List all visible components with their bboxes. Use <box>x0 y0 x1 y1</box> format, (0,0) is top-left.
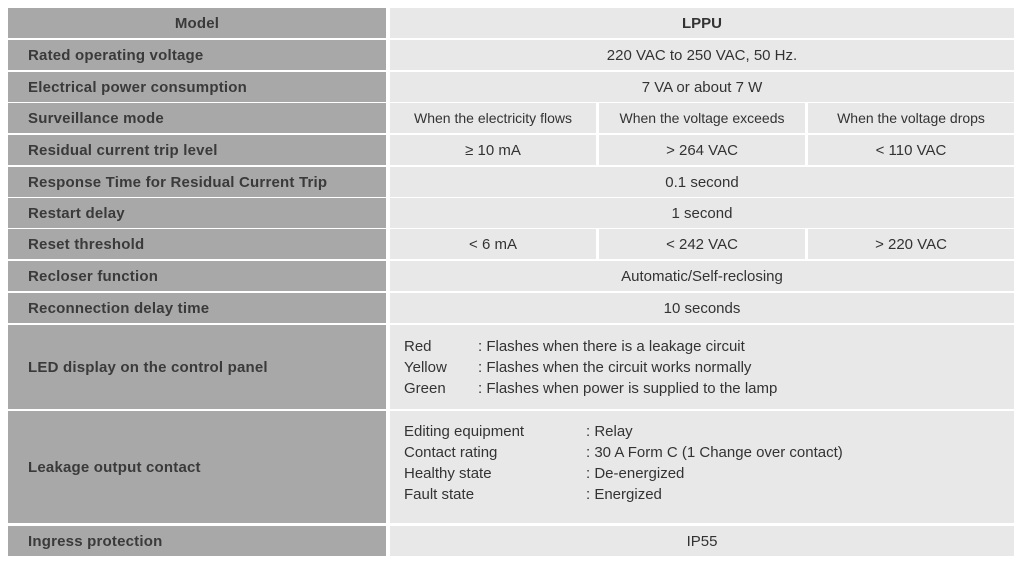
spec-cell: > 220 VAC <box>808 229 1014 259</box>
ingress-label: Ingress protection <box>8 526 386 556</box>
leakage-contact-label: Leakage output contact <box>8 411 386 523</box>
spec-value: 10 seconds <box>390 293 1014 323</box>
ingress-row <box>8 526 1014 556</box>
spec-cell: When the voltage exceeds <box>599 103 805 133</box>
spec-label: Response Time for Residual Current Trip <box>8 167 386 197</box>
ingress-value: IP55 <box>390 526 1014 556</box>
leakage-item-name: Healthy state <box>404 465 492 482</box>
table-header-row <box>8 8 1014 38</box>
spec-label: Reconnection delay time <box>8 293 386 323</box>
spec-cell: When the voltage drops <box>808 103 1014 133</box>
led-color-desc: : Flashes when the circuit works normally <box>478 358 752 376</box>
spec-row <box>8 293 1014 323</box>
leakage-item-desc: : De-energized <box>586 465 685 482</box>
spec-cell: < 6 mA <box>390 229 596 259</box>
leakage-item-desc: : 30 A Form C (1 Change over contact) <box>586 444 843 461</box>
spec-row <box>8 229 1014 259</box>
led-color-name: Green <box>404 379 446 397</box>
spec-row <box>8 198 1014 228</box>
led-list <box>404 336 777 399</box>
leakage-item-name: Contact rating <box>404 444 498 461</box>
spec-value: 220 VAC to 250 VAC, 50 Hz. <box>390 40 1014 70</box>
spec-cell: < 242 VAC <box>599 229 805 259</box>
spec-label: Rated operating voltage <box>8 40 386 70</box>
spec-split-values <box>390 103 1014 133</box>
spec-row <box>8 167 1014 197</box>
spec-split-values <box>390 135 1014 165</box>
spec-cell: When the electricity flows <box>390 103 596 133</box>
spec-label: Surveillance mode <box>8 103 386 133</box>
spec-value: 0.1 second <box>390 167 1014 197</box>
spec-label: Recloser function <box>8 261 386 291</box>
spec-label: Reset threshold <box>8 229 386 259</box>
spec-row <box>8 40 1014 70</box>
spec-split-values <box>390 229 1014 259</box>
spec-value: Automatic/Self-reclosing <box>390 261 1014 291</box>
spec-row <box>8 261 1014 291</box>
spec-row <box>8 72 1014 102</box>
model-header-label: Model <box>8 8 386 38</box>
led-color-name: Red <box>404 337 432 355</box>
spec-cell: ≥ 10 mA <box>390 135 596 165</box>
spec-label: Residual current trip level <box>8 135 386 165</box>
led-display-value <box>390 325 1014 409</box>
leakage-item-desc: : Energized <box>586 486 662 503</box>
led-color-desc: : Flashes when there is a leakage circuit <box>478 337 745 355</box>
spec-label: Electrical power consumption <box>8 72 386 102</box>
led-color-name: Yellow <box>404 358 447 376</box>
leakage-item-name: Editing equipment <box>404 423 525 440</box>
led-display-row <box>8 325 1014 409</box>
leakage-item-desc: : Relay <box>586 423 633 440</box>
leakage-contact-row <box>8 411 1014 523</box>
led-color-desc: : Flashes when power is supplied to the lamp <box>478 379 778 397</box>
spec-value: 7 VA or about 7 W <box>390 72 1014 102</box>
spec-value: 1 second <box>390 198 1014 228</box>
spec-row <box>8 135 1014 165</box>
leakage-list <box>404 421 843 505</box>
leakage-item-name: Fault state <box>404 486 475 503</box>
model-header-value: LPPU <box>390 8 1014 38</box>
spec-row <box>8 103 1014 133</box>
spec-cell: < 110 VAC <box>808 135 1014 165</box>
spec-label: Restart delay <box>8 198 386 228</box>
led-display-label: LED display on the control panel <box>8 325 386 409</box>
spec-cell: > 264 VAC <box>599 135 805 165</box>
leakage-contact-value <box>390 411 1014 523</box>
